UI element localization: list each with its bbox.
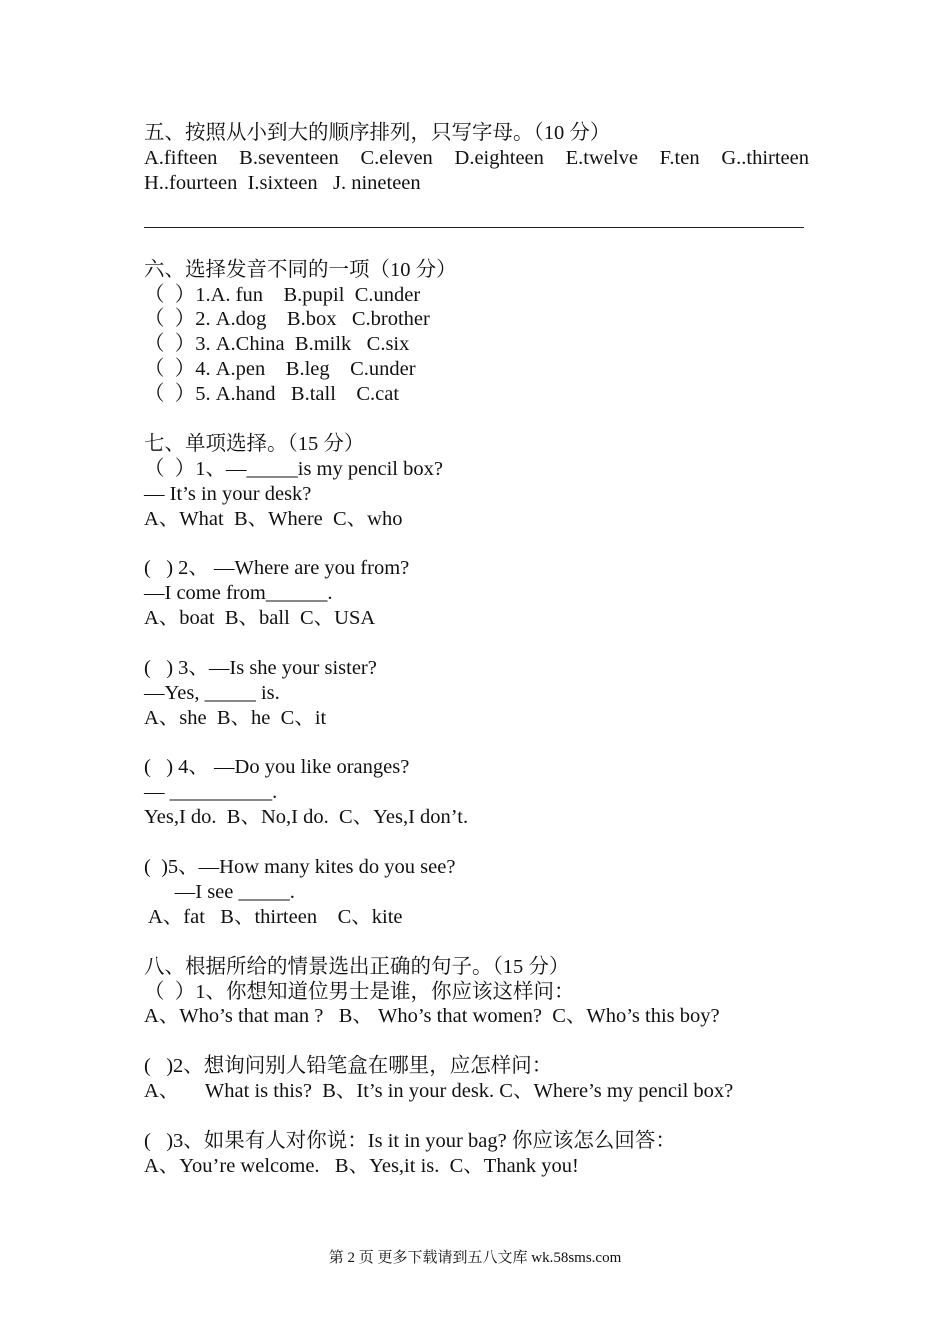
question-line: ( ) 4、 —Do you like oranges? (144, 756, 410, 779)
spacer (144, 531, 809, 556)
question-line: —I come from______. (144, 582, 333, 605)
question-line: （ ）1、—_____is my pencil box? (144, 457, 443, 480)
question-line: （ ）1、你想知道位男士是谁，你应该这样问： (144, 980, 575, 1003)
spacer (144, 228, 809, 258)
question-line: — __________. (144, 781, 278, 804)
section-6-item: （ ）2. A.dog B.box C.brother (144, 308, 430, 331)
spacer (144, 731, 809, 756)
section-6-item: （ ）1.A. fun B.pupil C.under (144, 283, 421, 306)
spacer (144, 930, 809, 955)
question-line: —Yes, _____ is. (144, 681, 280, 704)
section-6-item: （ ）3. A.China B.milk C.six (144, 333, 410, 356)
question-line: —I see _____. (144, 880, 295, 903)
spacer (144, 1029, 809, 1054)
spacer (144, 1104, 809, 1129)
answer-options: A、 What is this? B、It’s in your desk. C、Where’s my pencil box? (144, 1080, 734, 1103)
question-line: ( ) 2、 —Where are you from? (144, 557, 410, 580)
question-line: ( )3、如果有人对你说：Is it in your bag? 你应该怎么回答： (144, 1129, 676, 1152)
section-7-title: 七、单项选择。（15 分） (144, 432, 365, 455)
answer-options: Yes,I do. B、No,I do. C、Yes,I don’t. (144, 806, 469, 829)
section-8-title: 八、根据所给的情景选出正确的句子。（15 分） (144, 955, 570, 978)
answer-options: A、Who’s that man ? B、 Who’s that women? C、Who’s this boy? (144, 1005, 720, 1028)
spacer (144, 830, 809, 855)
section-6-item: （ ）4. A.pen B.leg C.under (144, 358, 416, 381)
question-line: ( ) 3、—Is she your sister? (144, 656, 377, 679)
section-6-title: 六、选择发音不同的一项（10 分） (144, 258, 457, 281)
section-5-options-line-2: H..fourteen I.sixteen J. nineteen (144, 171, 421, 194)
section-5-title: 五、按照从小到大的顺序排列，只写字母。（10 分） (144, 122, 611, 144)
answer-options: A、What B、Where C、who (144, 507, 403, 530)
answer-options: A、You’re welcome. B、Yes,it is. C、Thank you! (144, 1154, 579, 1177)
answer-options: A、fat B、thirteen C、kite (144, 905, 403, 928)
page-footer: 第 2 页 更多下载请到五八文库 wk.58sms.com (328, 1250, 622, 1266)
spacer (144, 631, 809, 656)
worksheet-page (144, 121, 809, 1179)
answer-options: A、boat B、ball C、USA (144, 607, 376, 630)
section-5-options-line-1: A.fifteen B.seventeen C.eleven D.eighteen E.twelve F.ten G..thirteen (144, 146, 809, 169)
section-6-item: （ ）5. A.hand B.tall C.cat (144, 383, 400, 406)
question-line: ( )5、—How many kites do you see? (144, 856, 456, 879)
answer-options: A、she B、he C、it (144, 706, 327, 729)
question-line: ( )2、想询问别人铅笔盒在哪里，应怎样问： (144, 1055, 553, 1078)
question-line: — It’s in your desk? (144, 482, 312, 505)
spacer (144, 407, 809, 432)
